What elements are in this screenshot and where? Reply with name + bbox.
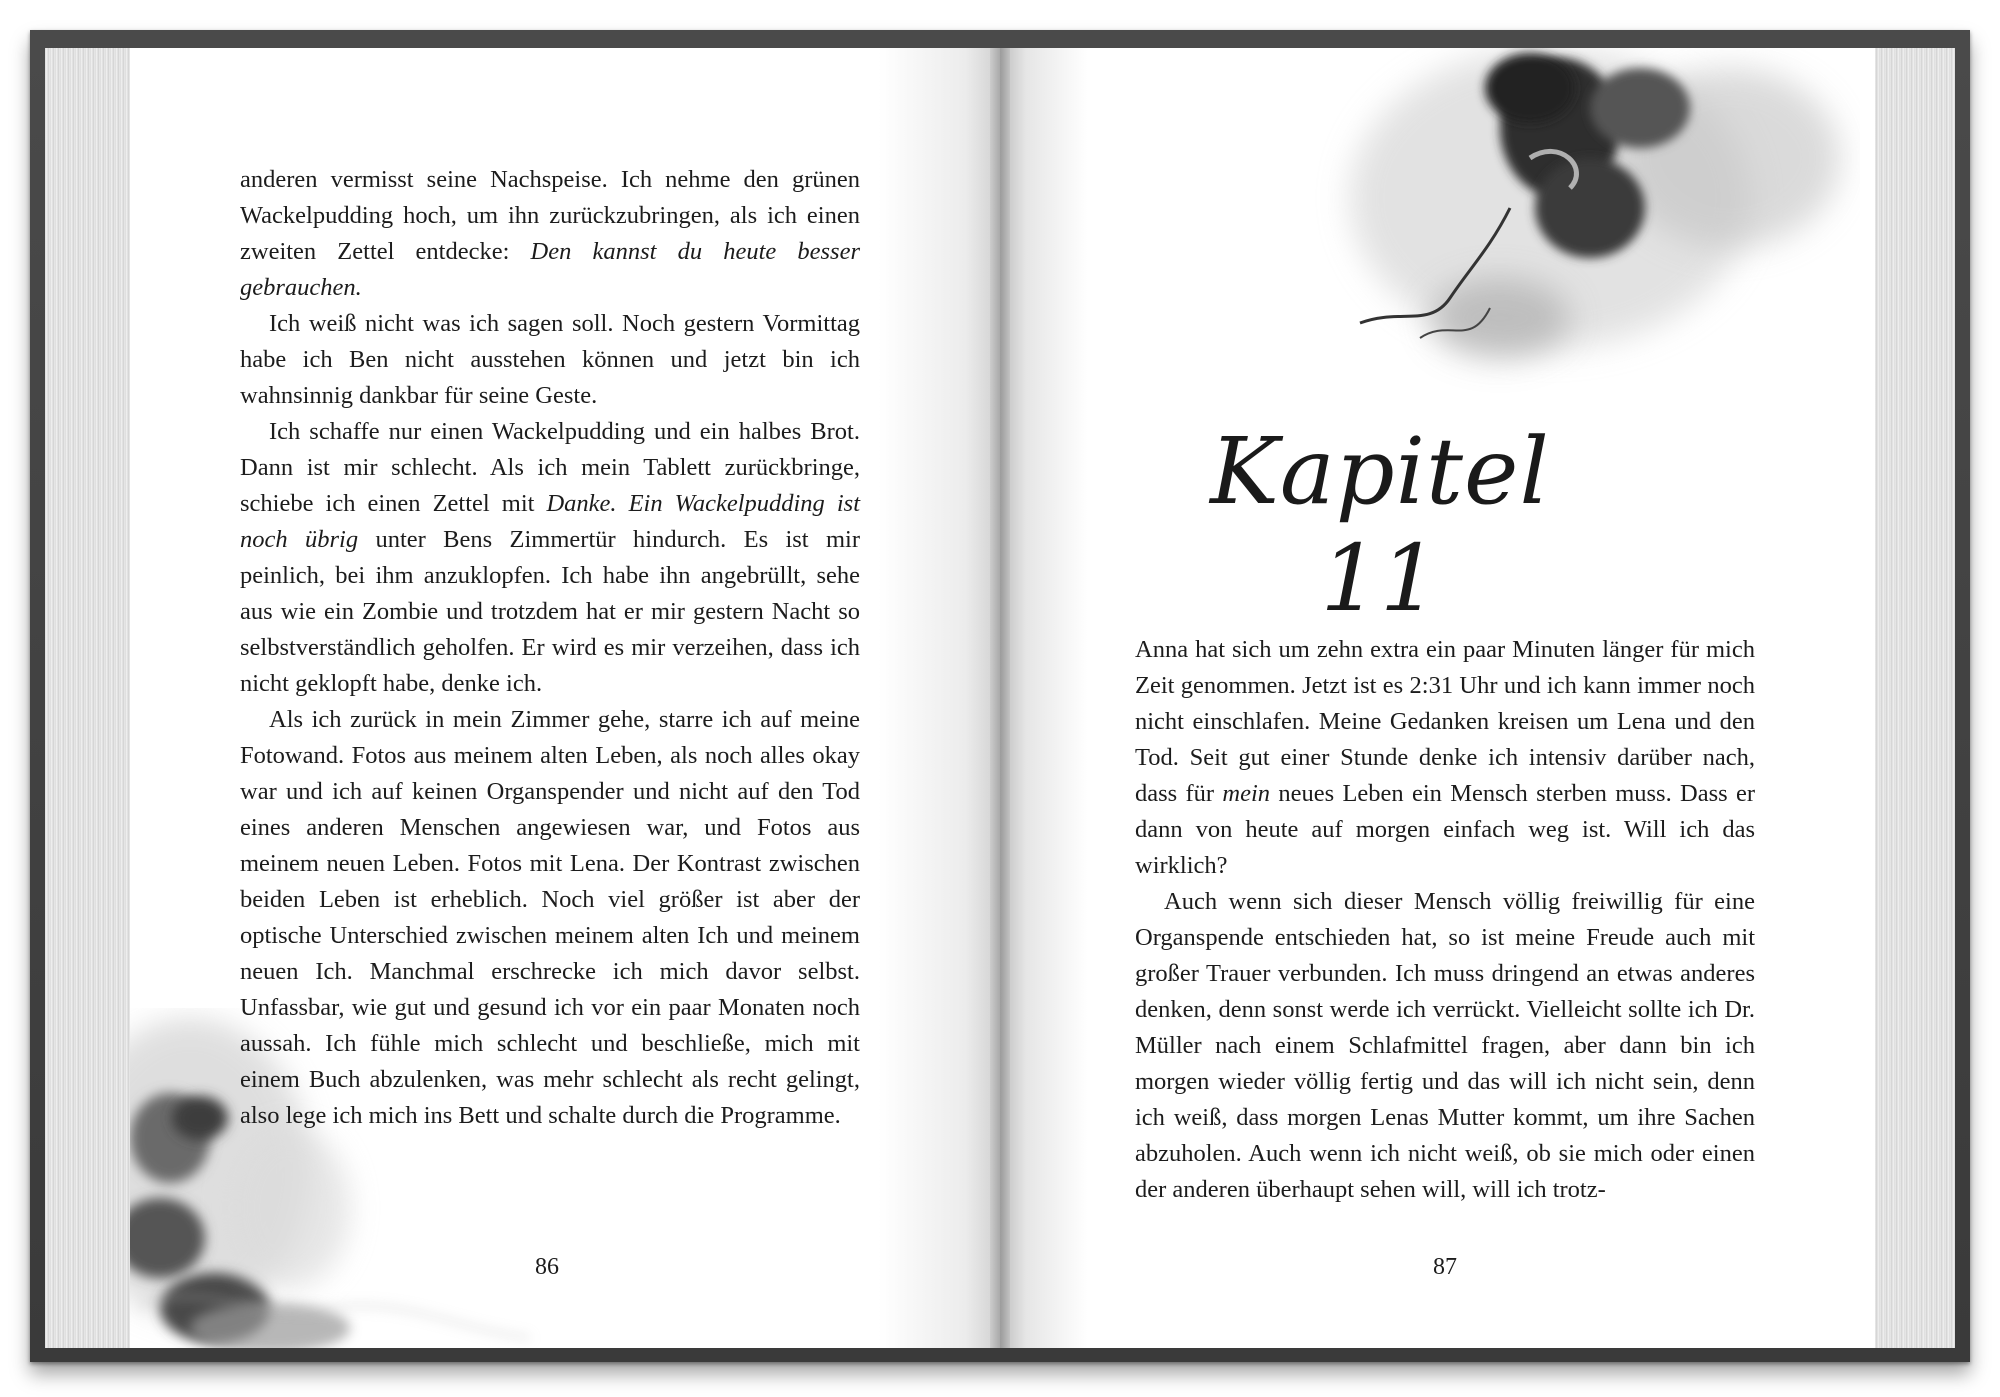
- left-page-paragraph: [240, 414, 860, 702]
- page-number-left: 86: [535, 1254, 559, 1280]
- right-page: [1000, 48, 1875, 1348]
- left-page-body: [240, 162, 860, 1134]
- chapter-title: Kapitel 11: [1210, 418, 1550, 632]
- italic-text: Den kannst du heute besser gebrauchen.: [240, 238, 860, 301]
- right-page-body: [1135, 632, 1755, 1208]
- body-text: Als ich zurück in mein Zimmer gehe, starre ich auf meine Fotowand. Fotos aus meinem alten Leben, als noch alles okay war und ich auf keinen Organspender und nicht auf den Tod eines anderen Menschen angewiesen war, und Fotos aus meinem neuen Leben. Fotos mit Lena. Der Kontrast zwischen beiden Leben ist erheblich. Noch viel größer ist aber der optische Unterschied zwischen meinem alten Ich und meinem neuen Ich. Manchmal erschrecke ich mich davor selbst. Unfassbar, wie gut und gesund ich vor ein paar Monaten noch aussah. Ich fühle mich schlecht und beschließe, mich mit einem Buch abzulenken, was mehr schlecht als recht gelingt, also lege ich mich ins Bett und schalte durch die Programme.: [240, 706, 860, 1129]
- body-text: Ich schaffe nur einen Wackelpudding und ein halbes Brot. Dann ist mir schlecht. Als ich mein Tablett zurückbringe, schiebe ich einen Zettel mit: [240, 418, 860, 517]
- right-page-paragraph: [1135, 884, 1755, 1208]
- italic-text: mein: [1222, 780, 1271, 807]
- italic-text: Danke. Ein Wackelpudding ist noch übrig: [240, 490, 860, 553]
- body-text: Ich weiß nicht was ich sagen soll. Noch gestern Vormittag habe ich Ben nicht ausstehen können und jetzt bin ich wahnsinnig dankbar für seine Geste.: [240, 310, 860, 409]
- left-page-paragraph: [240, 306, 860, 414]
- body-text: unter Bens Zimmertür hindurch. Es ist mir peinlich, bei ihm anzuklopfen. Ich habe ihn angebrüllt, sehe aus wie ein Zombie und trotzdem hat er mir gestern Nacht so selbstverständlich geholfen. Er wird es mir verzeihen, dass ich nicht geklopft habe, denke ich.: [240, 526, 860, 697]
- right-page-paragraph: [1135, 632, 1755, 884]
- page-block-edge-right: [1865, 48, 1955, 1348]
- page-block-edge-left: [45, 48, 135, 1348]
- body-text: neues Leben ein Mensch sterben muss. Dass er dann von heute auf morgen einfach weg ist. Will ich das wirklich?: [1135, 780, 1755, 879]
- body-text: Anna hat sich um zehn extra ein paar Minuten länger für mich Zeit genommen. Jetzt ist es 2:31 Uhr und ich kann immer noch nicht einschlafen. Meine Gedanken kreisen um Lena und den Tod. Seit gut einer Stunde denke ich intensiv darüber nach, dass für: [1135, 636, 1755, 807]
- gutter-shadow: [990, 48, 1010, 1348]
- ink-smoke-top-right: [1300, 48, 1860, 398]
- left-page: [130, 48, 1000, 1348]
- left-page-paragraph: [240, 702, 860, 1134]
- page-number-right: 87: [1433, 1254, 1457, 1280]
- body-text: Auch wenn sich dieser Mensch völlig freiwillig für eine Organspende entschieden hat, so ist meine Freude auch mit großer Trauer verbunden. Ich muss dringend an etwas anderes denken, denn sonst werde ich verrückt. Vielleicht sollte ich Dr. Müller nach einem Schlafmittel fragen, aber dann bin ich morgen wieder völlig fertig und das will ich nicht sein, denn ich weiß, dass morgen Lenas Mutter kommt, um ihre Sachen abzuholen. Auch wenn ich nicht weiß, ob sie mich oder einen der anderen überhaupt sehen will, will ich trotz-: [1135, 888, 1755, 1203]
- body-text: anderen vermisst seine Nachspeise. Ich nehme den grünen Wackelpudding hoch, um ihn zurückzubringen, als ich einen zweiten Zettel entdecke:: [240, 166, 860, 265]
- left-page-paragraph: [240, 162, 860, 306]
